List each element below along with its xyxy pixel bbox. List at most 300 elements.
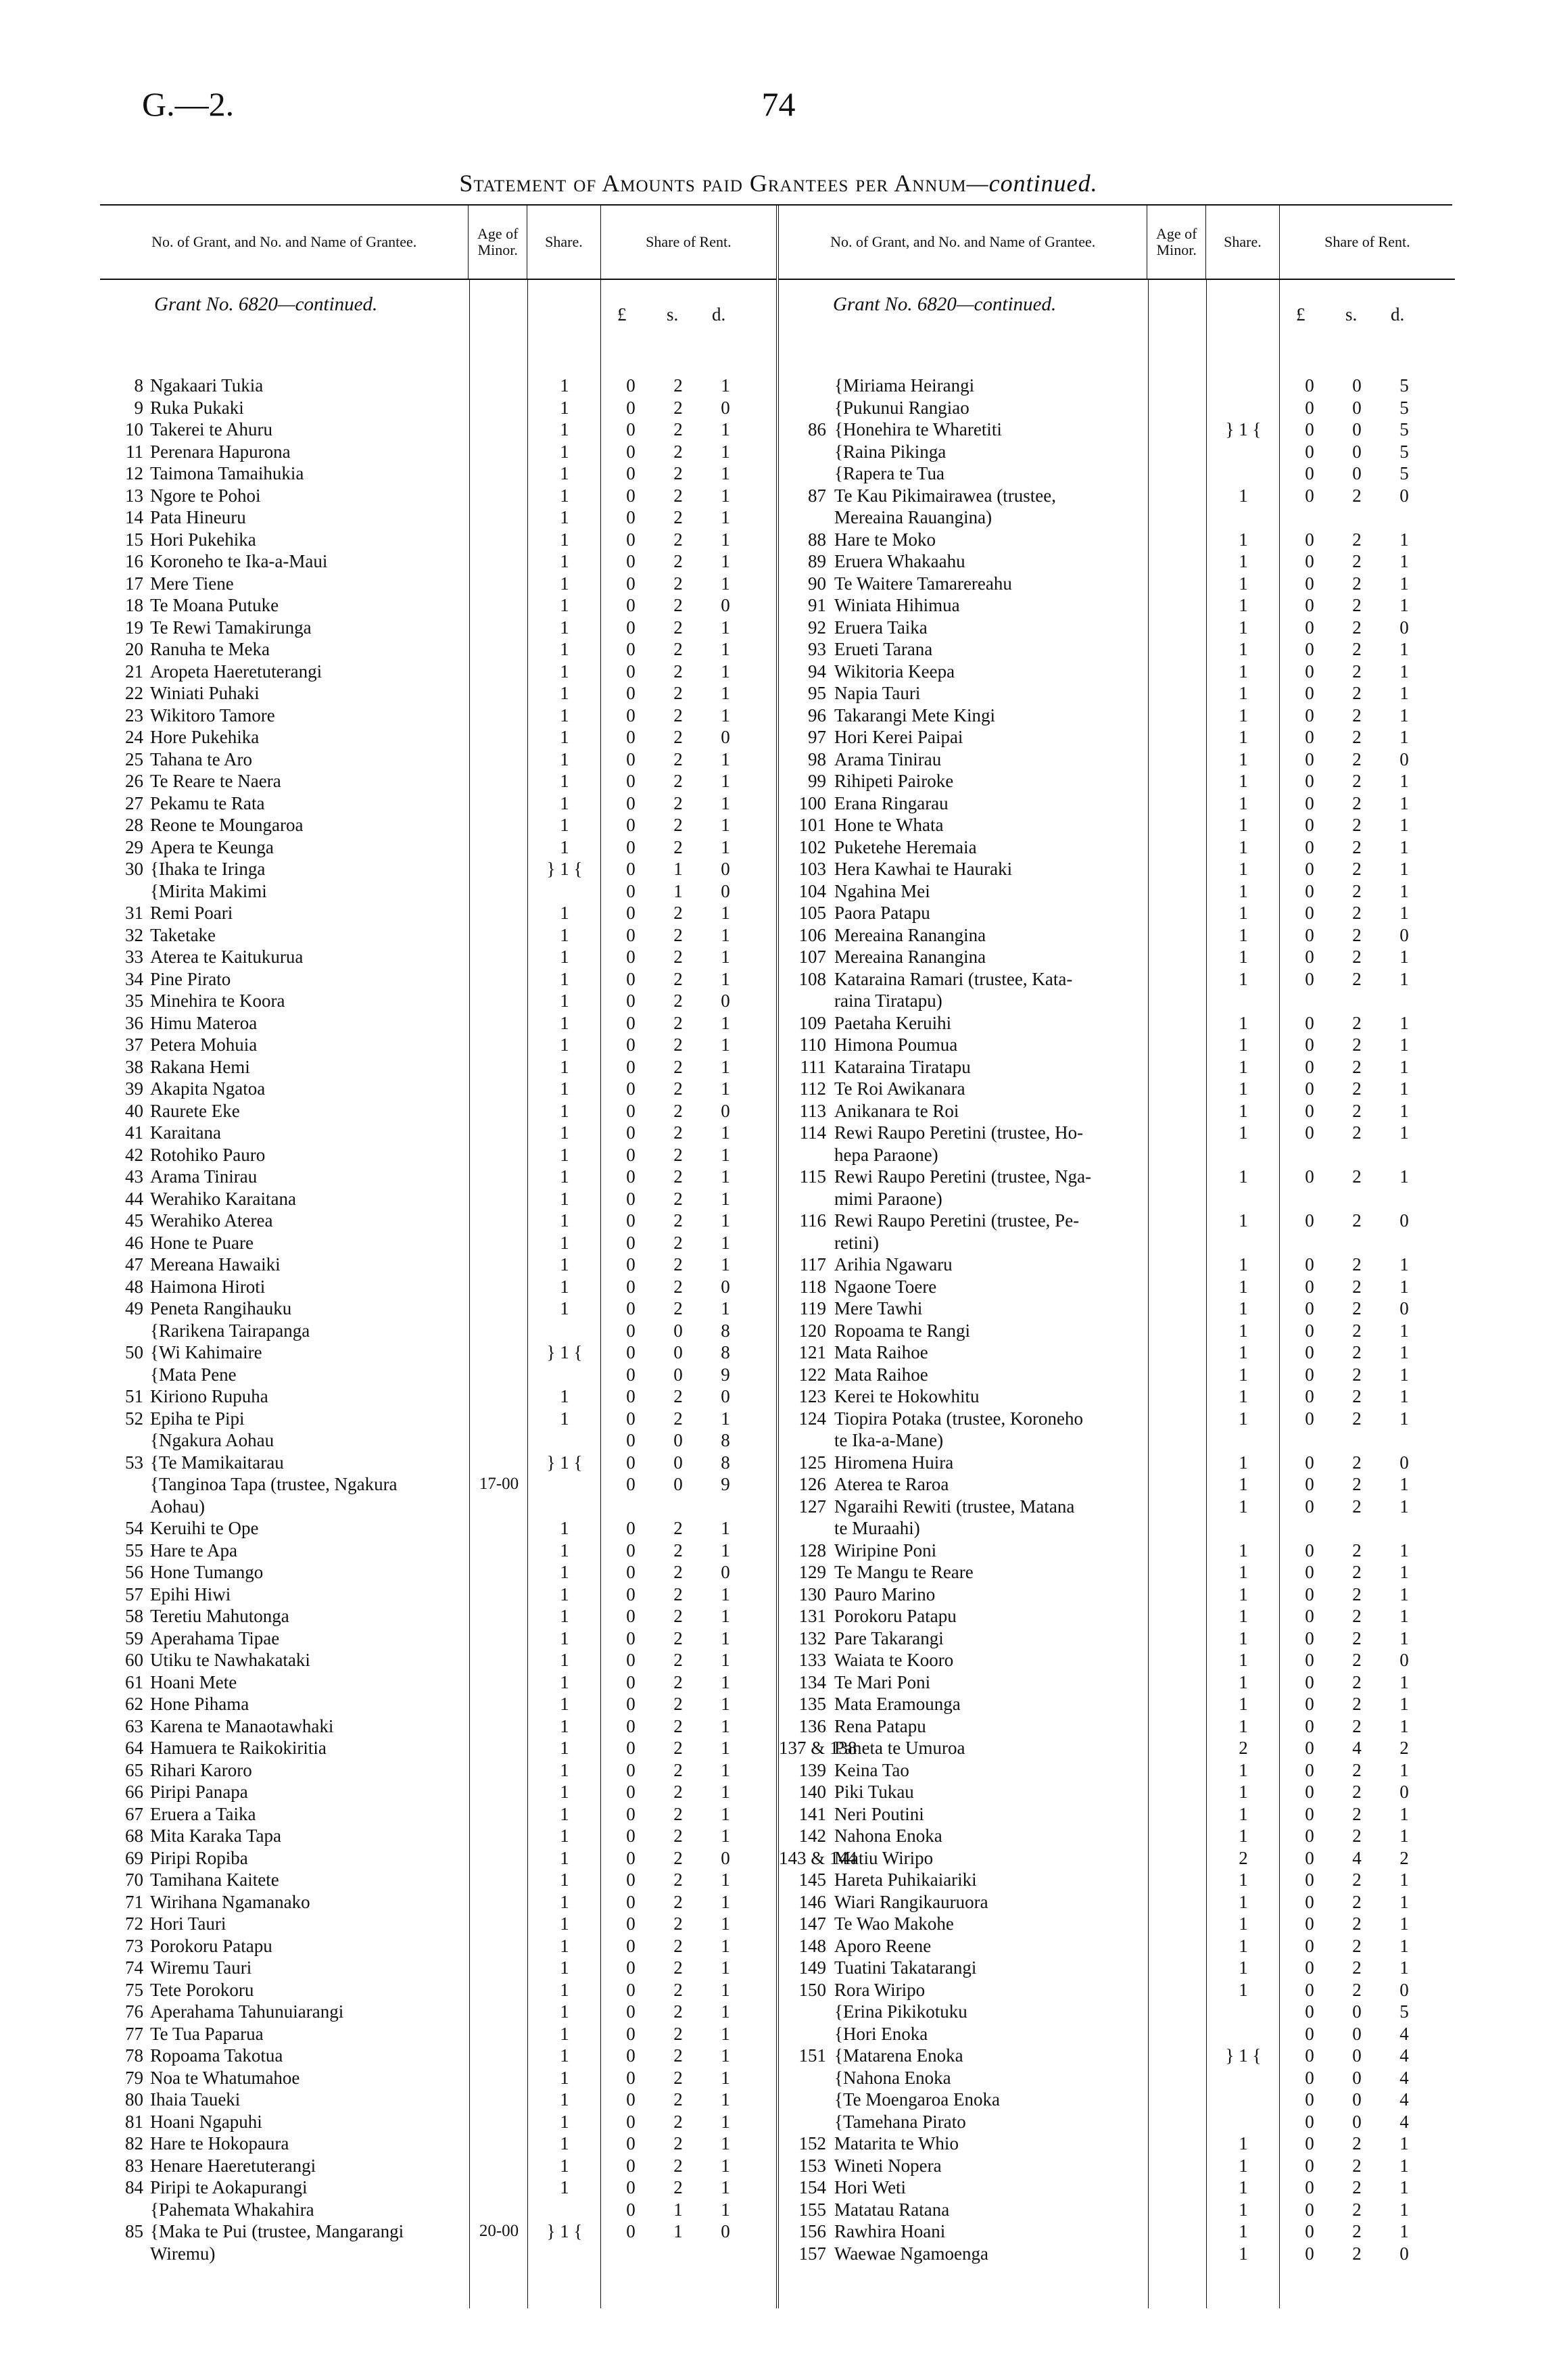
grant-number: 153 xyxy=(798,2155,826,2176)
rent-shillings: 2 xyxy=(673,1562,683,1582)
grantee-name: Hone Pihama xyxy=(150,1694,249,1714)
rent-shillings: 0 xyxy=(1352,2089,1362,2110)
share-value: 1 xyxy=(560,1671,569,1692)
grantee-name: Piripi Panapa xyxy=(150,1782,248,1802)
rent-pounds: 0 xyxy=(1305,573,1314,594)
grant-number: 56 xyxy=(125,1562,143,1582)
rent-pence: 1 xyxy=(1399,859,1409,879)
grantee-name: Porokoru Patapu xyxy=(834,1606,957,1626)
rent-pounds: 0 xyxy=(626,1891,636,1912)
grantee-name: Wiremu) xyxy=(150,2243,216,2264)
grant-number: 23 xyxy=(125,705,143,725)
rent-pence: 1 xyxy=(1399,2177,1409,2197)
share-value: 1 xyxy=(560,1759,569,1780)
grant-number: 26 xyxy=(125,771,143,791)
rent-pounds: 0 xyxy=(1305,1100,1314,1121)
rent-shillings: 0 xyxy=(1352,2067,1362,2088)
share-value: 1 xyxy=(560,1738,569,1758)
share-value: 1 xyxy=(1239,551,1248,571)
grantee-name: {Hori Enoka xyxy=(834,2023,928,2044)
share-value: 1 xyxy=(560,1034,569,1055)
table-row xyxy=(779,1715,1455,1738)
rent-pence: 1 xyxy=(721,617,730,638)
share-value: } 1 { xyxy=(1225,419,1262,439)
grantee-name: Hare te Apa xyxy=(150,1540,237,1561)
rent-pence: 1 xyxy=(721,1913,730,1934)
rent-pounds: 0 xyxy=(626,748,636,769)
rent-pounds: 0 xyxy=(1305,2155,1314,2176)
share-value: 1 xyxy=(1239,748,1248,769)
grantee-name: Erana Ringarau xyxy=(834,792,949,813)
grantee-name: Hore Pukehika xyxy=(150,727,260,747)
grantee-name: Rewi Raupo Peretini (trustee, Ho- xyxy=(834,1122,1084,1143)
rent-pounds: 0 xyxy=(626,639,636,659)
rent-pounds: 0 xyxy=(1305,2177,1314,2197)
rent-pounds: 0 xyxy=(1305,1627,1314,1648)
table-row xyxy=(100,814,776,836)
share-value: 1 xyxy=(560,1782,569,1802)
table-row xyxy=(779,990,1455,1012)
table-row xyxy=(779,441,1455,463)
table-row xyxy=(100,419,776,441)
grant-number: 37 xyxy=(125,1034,143,1055)
grantees-table xyxy=(100,206,1452,2308)
rent-shillings: 2 xyxy=(1352,1782,1362,1802)
rent-pence: 0 xyxy=(721,2221,730,2241)
rent-pounds: 0 xyxy=(626,1430,636,1450)
rent-pence: 1 xyxy=(1399,947,1409,967)
grant-number: 17 xyxy=(125,573,143,594)
rent-pence: 1 xyxy=(1399,2133,1409,2153)
share-value: 1 xyxy=(560,397,569,418)
table-row xyxy=(100,1649,776,1671)
rent-pence: 1 xyxy=(1399,1122,1409,1143)
rent-pence: 1 xyxy=(1399,727,1409,747)
rent-pounds: 0 xyxy=(626,1386,636,1406)
share-value: 1 xyxy=(1239,1979,1248,2000)
rent-pence: 1 xyxy=(721,463,730,483)
rent-pence: 1 xyxy=(1399,1606,1409,1626)
rent-pence: 1 xyxy=(721,507,730,527)
table-header xyxy=(779,206,1455,280)
rent-pounds: 0 xyxy=(1305,1408,1314,1429)
share-value: 1 xyxy=(1239,2199,1248,2220)
rent-pence: 1 xyxy=(1399,661,1409,682)
rent-shillings: 2 xyxy=(673,705,683,725)
grantee-name: Akapita Ngatoa xyxy=(150,1078,266,1099)
rent-shillings: 2 xyxy=(673,1518,683,1538)
share-value: 1 xyxy=(1239,1386,1248,1406)
rent-pence: 1 xyxy=(721,2089,730,2110)
table-row xyxy=(779,1803,1455,1826)
grantee-name: Napia Tauri xyxy=(834,683,921,703)
table-row xyxy=(779,2243,1455,2265)
rent-pounds: 0 xyxy=(1305,2243,1314,2264)
rent-shillings: 2 xyxy=(673,485,683,506)
rent-pounds: 0 xyxy=(1305,1715,1314,1736)
grant-number: 94 xyxy=(808,661,826,682)
table-row xyxy=(100,1122,776,1144)
rent-shillings: 2 xyxy=(673,1891,683,1912)
grantee-name: Hamuera te Raikokiritia xyxy=(150,1738,327,1758)
rent-pounds: 0 xyxy=(626,1298,636,1318)
rent-pence: 1 xyxy=(1399,836,1409,857)
rent-pounds: 0 xyxy=(1305,463,1314,483)
rent-pence: 1 xyxy=(721,1782,730,1802)
grantee-name: Keruihi te Ope xyxy=(150,1518,259,1538)
table-row xyxy=(779,661,1455,683)
share-value: 1 xyxy=(1239,1100,1248,1121)
rent-pence: 1 xyxy=(721,441,730,462)
table-row xyxy=(779,1078,1455,1100)
share-value: 1 xyxy=(1239,1496,1248,1517)
table-row xyxy=(779,1627,1455,1650)
share-value: 1 xyxy=(1239,880,1248,901)
grantee-name: Erueti Tarana xyxy=(834,639,933,659)
rent-pence: 1 xyxy=(721,529,730,550)
share-value: 1 xyxy=(1239,1715,1248,1736)
grant-number: 69 xyxy=(125,1847,143,1868)
table-row xyxy=(100,1627,776,1650)
rent-pence: 0 xyxy=(721,397,730,418)
rent-pounds: 0 xyxy=(1305,1935,1314,1956)
table-row xyxy=(100,397,776,419)
rent-shillings: 2 xyxy=(1352,1584,1362,1604)
grant-number: 157 xyxy=(798,2243,826,2264)
table-row xyxy=(779,506,1455,529)
header-rent: Share of Rent. xyxy=(1324,233,1410,250)
rent-pence: 1 xyxy=(1399,639,1409,659)
rent-pence: 1 xyxy=(1399,1254,1409,1275)
grantee-name: Epihi Hiwi xyxy=(150,1584,231,1604)
table-row xyxy=(779,1847,1455,1870)
table-row xyxy=(779,924,1455,947)
rent-pounds: 0 xyxy=(626,1144,636,1165)
rent-pence: 0 xyxy=(1399,617,1409,638)
share-value: 1 xyxy=(560,924,569,945)
grant-number: 63 xyxy=(125,1715,143,1736)
rent-pounds: 0 xyxy=(626,1364,636,1385)
rent-shillings: 2 xyxy=(673,1759,683,1780)
table-row xyxy=(100,2155,776,2177)
grant-number: 119 xyxy=(799,1298,826,1318)
table-row xyxy=(100,1452,776,1474)
grantee-name: Rihari Karoro xyxy=(150,1759,252,1780)
share-value: 1 xyxy=(1239,1166,1248,1187)
pence-unit: d. xyxy=(712,304,726,325)
rent-shillings: 2 xyxy=(1352,1935,1362,1956)
grant-number: 47 xyxy=(125,1254,143,1275)
share-value: 1 xyxy=(560,375,569,396)
rent-shillings: 0 xyxy=(673,1320,683,1341)
table-row xyxy=(779,2067,1455,2089)
grant-number: 16 xyxy=(125,551,143,571)
rent-pounds: 0 xyxy=(626,2155,636,2176)
rent-pounds: 0 xyxy=(1305,1540,1314,1561)
header-share: Share. xyxy=(1206,206,1280,279)
grant-number: 62 xyxy=(125,1694,143,1714)
grant-number: 48 xyxy=(125,1276,143,1297)
grantee-name: Arama Tinirau xyxy=(834,748,942,769)
grant-number: 84 xyxy=(125,2177,143,2197)
grant-number: 31 xyxy=(125,903,143,923)
rent-pence: 1 xyxy=(721,1210,730,1231)
rent-shillings: 2 xyxy=(673,1210,683,1231)
grant-number: 108 xyxy=(798,968,826,989)
rent-pounds: 0 xyxy=(1305,2199,1314,2220)
rent-pounds: 0 xyxy=(626,529,636,550)
table-row xyxy=(779,1517,1455,1540)
table-row xyxy=(779,770,1455,792)
rent-shillings: 2 xyxy=(673,683,683,703)
grant-number: 124 xyxy=(798,1408,826,1429)
rent-pounds: 0 xyxy=(1305,1122,1314,1143)
table-row xyxy=(100,441,776,463)
rent-pence: 1 xyxy=(1399,880,1409,901)
rent-pence: 0 xyxy=(1399,1782,1409,1802)
table-row xyxy=(100,2023,776,2045)
grantee-name: Takerei te Ahuru xyxy=(150,419,273,439)
share-value: 1 xyxy=(560,748,569,769)
rent-shillings: 0 xyxy=(1352,397,1362,418)
grant-number: 70 xyxy=(125,1870,143,1890)
share-value: 1 xyxy=(560,1276,569,1297)
rent-shillings: 2 xyxy=(1352,1826,1362,1846)
grantee-name: {Te Moengaroa Enoka xyxy=(834,2089,1000,2110)
rent-shillings: 2 xyxy=(1352,1694,1362,1714)
grantee-name: Piripi te Aokapurangi xyxy=(150,2177,308,2197)
grantee-name: Keina Tao xyxy=(834,1759,909,1780)
rent-pounds: 0 xyxy=(1305,2221,1314,2241)
grantee-name: Pauro Marino xyxy=(834,1584,936,1604)
grant-number: 97 xyxy=(808,727,826,747)
table-row xyxy=(100,1561,776,1584)
rent-pounds: 0 xyxy=(626,1166,636,1187)
right-column xyxy=(779,206,1455,2308)
rent-pence: 1 xyxy=(1399,1166,1409,1187)
grantee-name: te Ika-a-Mane) xyxy=(834,1430,944,1450)
rent-pounds: 0 xyxy=(1305,1386,1314,1406)
rent-shillings: 4 xyxy=(1352,1847,1362,1868)
table-row xyxy=(100,1869,776,1891)
rent-pounds: 0 xyxy=(626,1650,636,1670)
share-value: 1 xyxy=(560,1584,569,1604)
grant-number: 90 xyxy=(808,573,826,594)
share-value: 2 xyxy=(1239,1847,1248,1868)
rent-pounds: 0 xyxy=(626,836,636,857)
rent-shillings: 2 xyxy=(673,1803,683,1824)
grant-number: 14 xyxy=(125,507,143,527)
grantee-name: Hoani Ngapuhi xyxy=(150,2111,262,2132)
header-rent: Share of Rent. xyxy=(646,233,732,250)
grant-number: 125 xyxy=(798,1452,826,1473)
rent-pounds: 0 xyxy=(626,903,636,923)
table-row xyxy=(100,792,776,815)
grantee-name: Kataraina Ramari (trustee, Kata- xyxy=(834,968,1073,989)
grant-number: 74 xyxy=(125,1957,143,1978)
rent-pence: 1 xyxy=(721,2111,730,2132)
rent-pence: 1 xyxy=(1399,1078,1409,1099)
grantee-name: Aperahama Tipae xyxy=(150,1627,280,1648)
grant-number: 45 xyxy=(125,1210,143,1231)
grant-number: 134 xyxy=(798,1671,826,1692)
grantee-name: Mereaina Ranangina xyxy=(834,947,986,967)
table-row xyxy=(100,661,776,683)
rent-pounds: 0 xyxy=(1305,1803,1314,1824)
rent-shillings: 2 xyxy=(1352,2133,1362,2153)
share-value: 1 xyxy=(560,836,569,857)
table-row xyxy=(100,1957,776,1979)
grantee-name: Matiu Wiripo xyxy=(834,1847,934,1868)
table-row xyxy=(779,1913,1455,1935)
grantee-name: Piki Tukau xyxy=(834,1782,914,1802)
rent-shillings: 2 xyxy=(1352,1496,1362,1517)
grantee-name: Aropeta Haeretuterangi xyxy=(150,661,322,682)
rent-pounds: 0 xyxy=(1305,595,1314,615)
rent-pence: 1 xyxy=(721,661,730,682)
table-row xyxy=(779,529,1455,551)
grant-number: 106 xyxy=(798,924,826,945)
table-row xyxy=(779,2001,1455,2023)
share-value: 1 xyxy=(1239,836,1248,857)
rent-pounds: 0 xyxy=(626,1254,636,1275)
table-row xyxy=(779,880,1455,903)
table-row xyxy=(779,902,1455,924)
grant-number: 117 xyxy=(799,1254,826,1275)
rent-pence: 1 xyxy=(721,1627,730,1648)
rent-pounds: 0 xyxy=(1305,2023,1314,2044)
grantee-name: Arihia Ngawaru xyxy=(834,1254,953,1275)
grantee-name: Taimona Tamaihukia xyxy=(150,463,304,483)
rent-pounds: 0 xyxy=(1305,727,1314,747)
table-row xyxy=(779,462,1455,485)
rent-pounds: 0 xyxy=(1305,2067,1314,2088)
share-value: } 1 { xyxy=(546,1342,583,1362)
table-row xyxy=(779,968,1455,991)
rent-shillings: 2 xyxy=(1352,1078,1362,1099)
grantee-name: Tuatini Takatarangi xyxy=(834,1957,977,1978)
share-value: 1 xyxy=(560,595,569,615)
rent-pence: 1 xyxy=(721,705,730,725)
rent-shillings: 2 xyxy=(1352,1034,1362,1055)
rent-pounds: 0 xyxy=(626,1100,636,1121)
rent-pounds: 0 xyxy=(1305,419,1314,439)
header-share: Share. xyxy=(527,206,601,279)
rent-pounds: 0 xyxy=(626,815,636,835)
grantee-name: {Maka te Pui (trustee, Mangarangi xyxy=(150,2221,404,2241)
grantee-name: Aterea te Kaitukurua xyxy=(150,947,304,967)
share-value: 1 xyxy=(560,1627,569,1648)
left-rows xyxy=(100,375,776,2264)
grantee-name: Ngaraihi Rewiti (trustee, Matana xyxy=(834,1496,1075,1517)
rent-shillings: 2 xyxy=(673,1957,683,1978)
share-value: 1 xyxy=(1239,947,1248,967)
rent-shillings: 2 xyxy=(1352,727,1362,747)
grantee-name: Haimona Hiroti xyxy=(150,1276,266,1297)
rent-pounds: 0 xyxy=(1305,1452,1314,1473)
grantee-name: Mata Raihoe xyxy=(834,1364,928,1385)
grantee-name: Takarangi Mete Kingi xyxy=(834,705,996,725)
grant-number: 92 xyxy=(808,617,826,638)
grantee-name: Eruera Whakaahu xyxy=(834,551,965,571)
rent-shillings: 2 xyxy=(673,1650,683,1670)
grant-number: 121 xyxy=(798,1342,826,1362)
share-value: 1 xyxy=(1239,1957,1248,1978)
share-value: 1 xyxy=(560,991,569,1011)
table-row xyxy=(779,705,1455,727)
share-value: 1 xyxy=(560,1408,569,1429)
grantee-name: Paora Patapu xyxy=(834,903,930,923)
share-value: 1 xyxy=(560,903,569,923)
rent-pounds: 0 xyxy=(1305,1584,1314,1604)
rent-pence: 1 xyxy=(721,1166,730,1187)
grantee-name: mimi Paraone) xyxy=(834,1188,942,1209)
rent-pounds: 0 xyxy=(626,1847,636,1868)
share-value: 1 xyxy=(560,1562,569,1582)
rent-pounds: 0 xyxy=(626,1056,636,1077)
grant-number: 118 xyxy=(799,1276,826,1297)
rent-shillings: 2 xyxy=(673,1694,683,1714)
grantee-name: Puketehe Heremaia xyxy=(834,836,977,857)
rent-pence: 1 xyxy=(721,2045,730,2066)
table-row xyxy=(779,1540,1455,1562)
table-row xyxy=(100,682,776,705)
rent-pence: 1 xyxy=(1399,1803,1409,1824)
share-value: 1 xyxy=(560,727,569,747)
rent-pence: 5 xyxy=(1399,375,1409,396)
grant-number: 139 xyxy=(798,1759,826,1780)
rent-pounds: 0 xyxy=(626,1935,636,1956)
rent-pence: 1 xyxy=(1399,1826,1409,1846)
rent-shillings: 2 xyxy=(1352,1474,1362,1494)
shillings-unit: s. xyxy=(1345,304,1358,325)
rent-pounds: 0 xyxy=(1305,2089,1314,2110)
table-row xyxy=(100,506,776,529)
rent-shillings: 0 xyxy=(1352,375,1362,396)
grant-number: 102 xyxy=(798,836,826,857)
rent-shillings: 2 xyxy=(673,1298,683,1318)
share-value: 1 xyxy=(560,2155,569,2176)
table-row xyxy=(779,419,1455,441)
rent-shillings: 2 xyxy=(673,1166,683,1187)
grant-number: 58 xyxy=(125,1606,143,1626)
rent-pounds: 0 xyxy=(626,595,636,615)
rent-pounds: 0 xyxy=(626,1034,636,1055)
rent-pence: 1 xyxy=(721,485,730,506)
rent-pence: 0 xyxy=(721,880,730,901)
rent-shillings: 2 xyxy=(673,1254,683,1275)
share-value: 1 xyxy=(560,1122,569,1143)
grant-number: 98 xyxy=(808,748,826,769)
grantee-name: Apera te Keunga xyxy=(150,836,274,857)
rent-pounds: 0 xyxy=(626,419,636,439)
grantee-name: Karena te Manaotawhaki xyxy=(150,1715,334,1736)
share-value: 1 xyxy=(1239,1056,1248,1077)
rent-shillings: 2 xyxy=(673,1979,683,2000)
rent-shillings: 2 xyxy=(673,1870,683,1890)
table-row xyxy=(100,1605,776,1627)
grantee-name: Wineti Nopera xyxy=(834,2155,942,2176)
grant-number: 143 & 144 xyxy=(779,1847,857,1868)
grant-number: 78 xyxy=(125,2045,143,2066)
share-value: 1 xyxy=(560,947,569,967)
rent-shillings: 2 xyxy=(1352,924,1362,945)
rent-shillings: 2 xyxy=(1352,639,1362,659)
rent-pence: 1 xyxy=(721,1144,730,1165)
share-value: 1 xyxy=(1239,661,1248,682)
rent-pounds: 0 xyxy=(626,1694,636,1714)
grant-number: 127 xyxy=(798,1496,826,1517)
